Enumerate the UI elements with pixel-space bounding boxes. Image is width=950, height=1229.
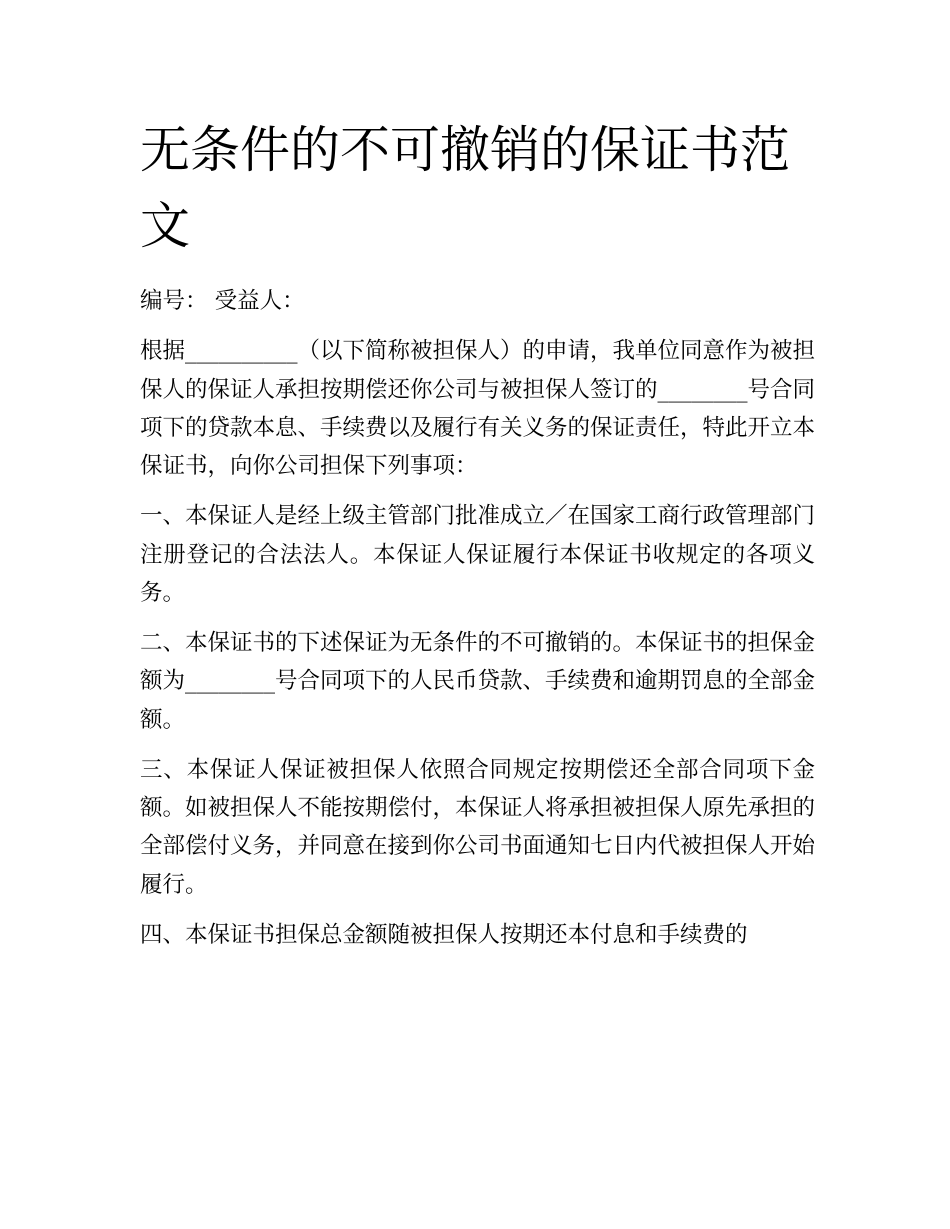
clause-1: 一、本保证人是经上级主管部门批准成立／在国家工商行政管理部门注册登记的合法法人。本保证人保证履行本保证书收规定的各项义务。 (140, 503, 816, 606)
clause-3: 三、本保证人保证被担保人依照合同规定按期偿还全部合同项下金额。如被担保人不能按期偿付，本保证人将承担被担保人原先承担的全部偿付义务，并同意在接到你公司书面通知七日内代被担保人开始履行。 (140, 756, 816, 898)
clause-2: 二、本保证书的下述保证为无条件的不可撤销的。本保证书的担保金额为________号合同项下的人民币贷款、手续费和逾期罚息的全部金额。 (140, 630, 816, 733)
reference-line: 编号： 受益人： (140, 288, 305, 314)
intro-paragraph: 根据__________（以下简称被担保人）的申请，我单位同意作为被担保人的保证人承担按期偿还你公司与被担保人签订的________号合同项下的贷款本息、手续费以及履行有关义务的保证责任，特此开立本保证书，向你公司担保下列事项： (140, 338, 816, 479)
document-title: 无条件的不可撤销的保证书范文 (140, 121, 790, 255)
document-body (140, 282, 815, 966)
clause-4: 四、本保证书担保总金额随被担保人按期还本付息和手续费的 (140, 921, 748, 948)
